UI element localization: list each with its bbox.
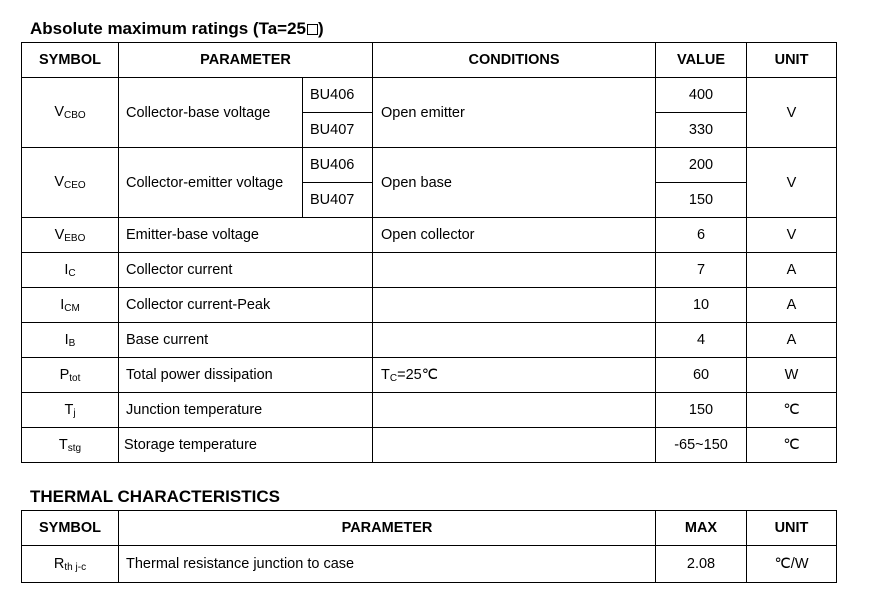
device-cell: BU407 (303, 113, 373, 148)
parameter-cell: Junction temperature (119, 393, 373, 428)
value-cell: 400 (656, 78, 747, 113)
unit-cell: W (747, 358, 837, 393)
parameter-cell: Collector current-Peak (119, 288, 373, 323)
table-row (22, 323, 837, 358)
value-cell: 200 (656, 148, 747, 183)
parameter-cell: Collector-base voltage (119, 78, 303, 148)
value-cell: 150 (656, 393, 747, 428)
value-cell: 60 (656, 358, 747, 393)
table-row (22, 78, 837, 113)
symbol-cell: $R_{th j-c}$ (22, 546, 119, 583)
conditions-cell: Open collector (373, 218, 656, 253)
header-conditions: CONDITIONS (373, 43, 656, 78)
symbol-cell: $I_{CM}$ (22, 288, 119, 323)
absolute-ratings-table (21, 42, 837, 463)
value-cell: 10 (656, 288, 747, 323)
symbol-cell: $I_C$ (22, 253, 119, 288)
symbol-cell: $V_{CEO}$ (22, 148, 119, 218)
conditions-cell: $T_C=25℃$ (373, 358, 656, 393)
value-cell: 4 (656, 323, 747, 358)
header-symbol: SYMBOL (22, 511, 119, 546)
unit-cell: ℃ (747, 428, 837, 463)
table-header-row (22, 43, 837, 78)
header-max: MAX (656, 511, 747, 546)
table-row (22, 546, 837, 583)
missing-glyph-box-icon (307, 24, 318, 35)
header-parameter: PARAMETER (119, 511, 656, 546)
device-cell: BU406 (303, 148, 373, 183)
unit-cell: V (747, 78, 837, 148)
conditions-cell (373, 253, 656, 288)
table-row (22, 393, 837, 428)
parameter-cell: Base current (119, 323, 373, 358)
conditions-cell (373, 393, 656, 428)
absolute-ratings-title: Absolute maximum ratings (Ta=25 ) (30, 19, 324, 38)
table-row (22, 253, 837, 288)
value-cell: 7 (656, 253, 747, 288)
table-header-row (22, 511, 837, 546)
thermal-characteristics-table (21, 510, 837, 583)
parameter-cell: Emitter-base voltage (119, 218, 373, 253)
parameter-cell: Thermal resistance junction to case (119, 546, 656, 583)
symbol-cell: $T_j$ (22, 393, 119, 428)
conditions-cell (373, 323, 656, 358)
table-row (22, 358, 837, 393)
unit-cell: A (747, 253, 837, 288)
unit-cell: V (747, 218, 837, 253)
max-cell: 2.08 (656, 546, 747, 583)
conditions-cell (373, 428, 656, 463)
symbol-cell: $I_B$ (22, 323, 119, 358)
symbol-cell: $V_{EBO}$ (22, 218, 119, 253)
header-symbol: SYMBOL (22, 43, 119, 78)
symbol-cell: $T_{stg}$ (22, 428, 119, 463)
conditions-cell: Open emitter (373, 78, 656, 148)
unit-cell: A (747, 323, 837, 358)
parameter-cell: Storage temperature (119, 428, 373, 463)
parameter-cell: Total power dissipation (119, 358, 373, 393)
thermal-characteristics-title: THERMAL CHARACTERISTICS (30, 487, 280, 506)
symbol-cell: $P_{tot}$ (22, 358, 119, 393)
unit-cell: A (747, 288, 837, 323)
header-unit: UNIT (747, 43, 837, 78)
value-cell: -65~150 (656, 428, 747, 463)
header-parameter: PARAMETER (119, 43, 373, 78)
value-cell: 150 (656, 183, 747, 218)
conditions-cell (373, 288, 656, 323)
unit-cell: V (747, 148, 837, 218)
value-cell: 6 (656, 218, 747, 253)
device-cell: BU407 (303, 183, 373, 218)
device-cell: BU406 (303, 78, 373, 113)
parameter-cell: Collector-emitter voltage (119, 148, 303, 218)
unit-cell: ℃ (747, 393, 837, 428)
parameter-cell: Collector current (119, 253, 373, 288)
symbol-cell: $V_{CBO}$ (22, 78, 119, 148)
header-value: VALUE (656, 43, 747, 78)
table-row (22, 288, 837, 323)
table-row (22, 428, 837, 463)
table-row (22, 218, 837, 253)
header-unit: UNIT (747, 511, 837, 546)
table-row (22, 148, 837, 183)
value-cell: 330 (656, 113, 747, 148)
unit-cell: ℃/W (747, 546, 837, 583)
conditions-cell: Open base (373, 148, 656, 218)
